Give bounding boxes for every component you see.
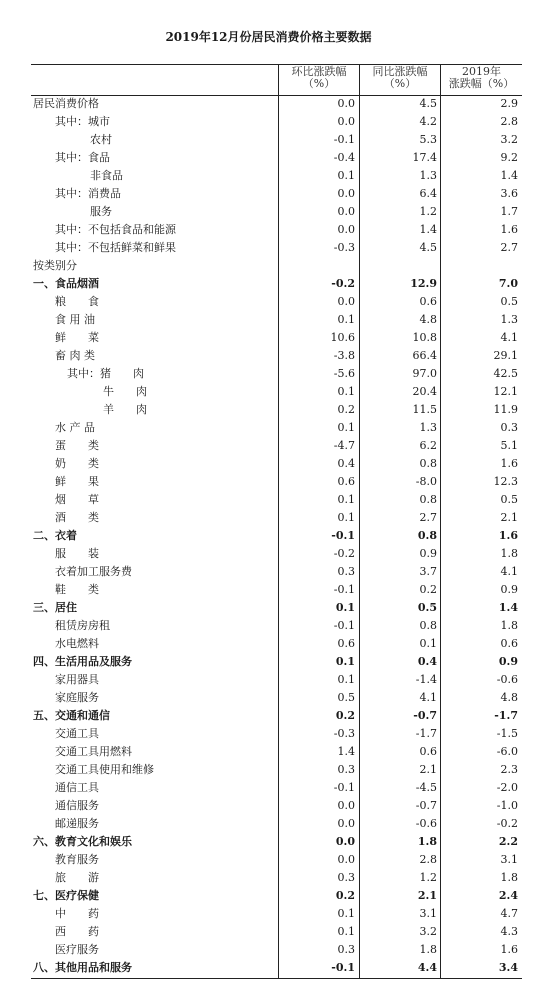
cell-ytd: 3.2 xyxy=(500,133,518,146)
cell-mom: -3.8 xyxy=(333,349,355,362)
cell-yoy: 2.1 xyxy=(419,763,437,776)
row-label: 蛋 类 xyxy=(55,439,99,452)
cell-ytd: 3.1 xyxy=(500,853,518,866)
cell-mom: 0.1 xyxy=(335,655,355,668)
table-row xyxy=(0,581,537,599)
row-label: 畜 肉 类 xyxy=(55,349,95,362)
row-label: 鲜 菜 xyxy=(55,331,99,344)
table-row xyxy=(0,941,537,959)
row-label: 西 药 xyxy=(55,925,99,938)
table-row xyxy=(0,401,537,419)
cell-mom: 0.0 xyxy=(337,853,355,866)
cell-mom: 0.3 xyxy=(337,763,355,776)
cell-ytd: 9.2 xyxy=(500,151,518,164)
table-row xyxy=(0,743,537,761)
cell-ytd: 1.6 xyxy=(498,529,518,542)
row-label: 中 药 xyxy=(55,907,99,920)
row-label: 二、衣着 xyxy=(33,529,77,542)
header-ytd-line1: 2019年 xyxy=(462,65,501,78)
cell-yoy: 0.4 xyxy=(417,655,437,668)
row-label: 烟 草 xyxy=(55,493,99,506)
cell-ytd: 2.2 xyxy=(498,835,518,848)
row-label: 通信工具 xyxy=(55,781,99,794)
table-row xyxy=(0,491,537,509)
cell-ytd: 5.1 xyxy=(500,439,518,452)
cell-yoy: -0.7 xyxy=(415,799,437,812)
cell-ytd: 4.1 xyxy=(500,331,518,344)
cell-yoy: 0.5 xyxy=(417,601,437,614)
cell-yoy: 17.4 xyxy=(412,151,437,164)
row-label: 服 装 xyxy=(55,547,99,560)
cell-yoy: 0.8 xyxy=(417,529,437,542)
table-row xyxy=(0,203,537,221)
cell-ytd: 1.8 xyxy=(500,619,518,632)
row-label: 五、交通和通信 xyxy=(33,709,110,722)
cell-yoy: 12.9 xyxy=(410,277,437,290)
table-row xyxy=(0,869,537,887)
row-label: 七、医疗保健 xyxy=(33,889,99,902)
cell-mom: 0.5 xyxy=(337,691,355,704)
cell-mom: -0.1 xyxy=(333,133,355,146)
cell-mom: 0.4 xyxy=(337,457,355,470)
row-label: 食 用 油 xyxy=(55,313,95,326)
cell-yoy: 3.2 xyxy=(419,925,437,938)
row-label: 旅 游 xyxy=(55,871,99,884)
cell-yoy: 3.1 xyxy=(419,907,437,920)
cell-mom: 0.0 xyxy=(337,799,355,812)
table-row xyxy=(0,653,537,671)
table-row xyxy=(0,347,537,365)
cell-yoy: 4.5 xyxy=(419,97,437,110)
cell-yoy: 1.8 xyxy=(417,835,437,848)
cell-yoy: 4.4 xyxy=(417,961,437,974)
data-table-body xyxy=(0,95,537,977)
cell-mom: -5.6 xyxy=(333,367,355,380)
table-row xyxy=(0,635,537,653)
cell-ytd: 11.9 xyxy=(493,403,518,416)
cell-ytd: 0.5 xyxy=(500,493,518,506)
table-row xyxy=(0,509,537,527)
cell-yoy: 0.6 xyxy=(419,745,437,758)
cell-ytd: 0.3 xyxy=(500,421,518,434)
cell-mom: -0.4 xyxy=(333,151,355,164)
cell-ytd: -0.6 xyxy=(496,673,518,686)
cell-mom: 0.2 xyxy=(337,403,355,416)
row-label: 家庭服务 xyxy=(55,691,99,704)
table-row xyxy=(0,329,537,347)
cell-yoy: 0.1 xyxy=(419,637,437,650)
cell-ytd: 4.3 xyxy=(500,925,518,938)
cell-mom: 0.1 xyxy=(337,511,355,524)
cell-yoy: 4.2 xyxy=(419,115,437,128)
cell-ytd: 2.9 xyxy=(500,97,518,110)
cell-mom: 0.1 xyxy=(335,601,355,614)
cell-ytd: 1.6 xyxy=(500,457,518,470)
header-ytd xyxy=(441,66,522,94)
table-row xyxy=(0,851,537,869)
cell-ytd: 3.4 xyxy=(498,961,518,974)
row-label: 其中：猪 肉 xyxy=(67,367,144,380)
cell-yoy: -8.0 xyxy=(415,475,437,488)
row-label: 交通工具用燃料 xyxy=(55,745,132,758)
row-label: 其中：不包括食品和能源 xyxy=(55,223,176,236)
table-row xyxy=(0,257,537,275)
cell-mom: -0.3 xyxy=(333,727,355,740)
row-label: 六、教育文化和娱乐 xyxy=(33,835,132,848)
cell-yoy: 4.5 xyxy=(419,241,437,254)
cell-yoy: 1.8 xyxy=(419,943,437,956)
row-label: 衣着加工服务费 xyxy=(55,565,132,578)
cell-mom: -0.2 xyxy=(333,547,355,560)
row-label: 非食品 xyxy=(90,169,123,182)
header-ytd-line2: 涨跌幅（%） xyxy=(448,77,515,90)
table-row xyxy=(0,455,537,473)
table-row xyxy=(0,887,537,905)
cell-yoy: 0.2 xyxy=(419,583,437,596)
cell-yoy: 0.8 xyxy=(419,493,437,506)
cell-mom: -0.1 xyxy=(333,619,355,632)
table-row xyxy=(0,473,537,491)
page-title: 2019年12月份居民消费价格主要数据 xyxy=(165,30,372,44)
cell-mom: -0.1 xyxy=(333,781,355,794)
cell-ytd: 12.3 xyxy=(493,475,518,488)
table-row xyxy=(0,185,537,203)
table-row xyxy=(0,149,537,167)
cell-mom: 0.3 xyxy=(337,871,355,884)
cell-ytd: 1.4 xyxy=(500,169,518,182)
cell-ytd: 0.9 xyxy=(500,583,518,596)
row-label: 服务 xyxy=(90,205,112,218)
table-row xyxy=(0,797,537,815)
table-row xyxy=(0,275,537,293)
row-label: 水电燃料 xyxy=(55,637,99,650)
row-label: 其中：消费品 xyxy=(55,187,121,200)
row-label: 羊 肉 xyxy=(103,403,147,416)
header-yoy xyxy=(360,66,440,94)
table-row xyxy=(0,725,537,743)
cell-yoy: 0.9 xyxy=(419,547,437,560)
table-row xyxy=(0,365,537,383)
cell-yoy: 6.4 xyxy=(419,187,437,200)
cell-mom: 0.0 xyxy=(337,97,355,110)
cell-mom: 0.6 xyxy=(337,475,355,488)
cell-ytd: 4.8 xyxy=(500,691,518,704)
table-row xyxy=(0,689,537,707)
row-label: 四、生活用品及服务 xyxy=(33,655,132,668)
cell-ytd: 1.7 xyxy=(500,205,518,218)
table-row xyxy=(0,545,537,563)
cell-ytd: 1.8 xyxy=(500,871,518,884)
row-label: 农村 xyxy=(90,133,112,146)
table-row xyxy=(0,815,537,833)
header-mom xyxy=(279,66,359,94)
table-row xyxy=(0,671,537,689)
table-row xyxy=(0,383,537,401)
row-label: 酒 类 xyxy=(55,511,99,524)
cell-yoy: 0.8 xyxy=(419,457,437,470)
cell-mom: 0.1 xyxy=(337,169,355,182)
cell-yoy: 0.8 xyxy=(419,619,437,632)
cell-ytd: 0.6 xyxy=(500,637,518,650)
cell-yoy: -1.4 xyxy=(415,673,437,686)
cell-ytd: -1.5 xyxy=(496,727,518,740)
cell-ytd: 1.4 xyxy=(498,601,518,614)
cell-mom: 0.1 xyxy=(337,925,355,938)
cell-ytd: -1.7 xyxy=(494,709,518,722)
row-label: 奶 类 xyxy=(55,457,99,470)
cell-yoy: 6.2 xyxy=(419,439,437,452)
cell-mom: 0.0 xyxy=(337,817,355,830)
cell-ytd: 3.6 xyxy=(500,187,518,200)
cell-mom: 0.1 xyxy=(337,493,355,506)
cell-mom: 0.0 xyxy=(337,187,355,200)
cell-yoy: 1.2 xyxy=(419,205,437,218)
header-mom-line2: （%） xyxy=(302,77,336,90)
row-label: 其中：不包括鲜菜和鲜果 xyxy=(55,241,176,254)
row-label: 一、食品烟酒 xyxy=(33,277,99,290)
cell-ytd: 2.8 xyxy=(500,115,518,128)
cell-ytd: 1.8 xyxy=(500,547,518,560)
cell-yoy: 2.7 xyxy=(419,511,437,524)
table-row xyxy=(0,527,537,545)
row-label: 水 产 品 xyxy=(55,421,95,434)
row-label: 鲜 果 xyxy=(55,475,99,488)
cell-mom: -0.1 xyxy=(331,961,355,974)
cell-yoy: 1.3 xyxy=(419,421,437,434)
table-row xyxy=(0,239,537,257)
cell-yoy: 2.8 xyxy=(419,853,437,866)
cell-ytd: 2.4 xyxy=(498,889,518,902)
table-row xyxy=(0,833,537,851)
cell-mom: 0.6 xyxy=(337,637,355,650)
row-label: 医疗服务 xyxy=(55,943,99,956)
table-row xyxy=(0,761,537,779)
cell-yoy: -1.7 xyxy=(415,727,437,740)
row-label: 居民消费价格 xyxy=(33,97,99,110)
table-row xyxy=(0,779,537,797)
table-row xyxy=(0,221,537,239)
table-row xyxy=(0,419,537,437)
cell-ytd: 2.7 xyxy=(500,241,518,254)
cell-ytd: 42.5 xyxy=(493,367,518,380)
cell-mom: 0.1 xyxy=(337,907,355,920)
cell-yoy: 1.2 xyxy=(419,871,437,884)
row-label: 鞋 类 xyxy=(55,583,99,596)
cell-ytd: 1.6 xyxy=(500,943,518,956)
cell-ytd: 0.9 xyxy=(498,655,518,668)
cell-mom: 0.3 xyxy=(337,565,355,578)
cell-yoy: 4.1 xyxy=(419,691,437,704)
cell-yoy: 1.3 xyxy=(419,169,437,182)
cell-yoy: 1.4 xyxy=(419,223,437,236)
row-label: 按类别分 xyxy=(33,259,77,272)
row-label: 交通工具 xyxy=(55,727,99,740)
header-mom-line1: 环比涨跌幅 xyxy=(291,65,347,78)
row-label: 其中：食品 xyxy=(55,151,110,164)
row-label: 八、其他用品和服务 xyxy=(33,961,132,974)
header-yoy-line2: （%） xyxy=(383,77,417,90)
cell-mom: -0.3 xyxy=(333,241,355,254)
cell-mom: 0.1 xyxy=(337,421,355,434)
table-row xyxy=(0,113,537,131)
cell-ytd: -0.2 xyxy=(496,817,518,830)
table-row xyxy=(0,923,537,941)
table-row xyxy=(0,959,537,977)
table-bottom-rule xyxy=(31,978,522,979)
cell-mom: 0.2 xyxy=(335,709,355,722)
cell-mom: 0.1 xyxy=(337,673,355,686)
cell-yoy: 10.8 xyxy=(412,331,437,344)
cell-yoy: -4.5 xyxy=(415,781,437,794)
table-row xyxy=(0,293,537,311)
row-label: 其中：城市 xyxy=(55,115,110,128)
cell-ytd: 2.1 xyxy=(500,511,518,524)
cell-mom: 0.1 xyxy=(337,385,355,398)
cell-mom: 0.0 xyxy=(337,295,355,308)
cell-mom: 0.1 xyxy=(337,313,355,326)
cell-yoy: 0.6 xyxy=(419,295,437,308)
table-row xyxy=(0,617,537,635)
cell-ytd: 0.5 xyxy=(500,295,518,308)
cell-yoy: 4.8 xyxy=(419,313,437,326)
cell-yoy: 5.3 xyxy=(419,133,437,146)
cell-ytd: 4.1 xyxy=(500,565,518,578)
row-label: 邮递服务 xyxy=(55,817,99,830)
table-row xyxy=(0,905,537,923)
cell-mom: -4.7 xyxy=(333,439,355,452)
cell-mom: 0.0 xyxy=(337,205,355,218)
cell-mom: -0.1 xyxy=(331,529,355,542)
cell-mom: 0.0 xyxy=(335,835,355,848)
cell-ytd: 7.0 xyxy=(498,277,518,290)
table-row xyxy=(0,599,537,617)
cell-ytd: 4.7 xyxy=(500,907,518,920)
cell-mom: 0.2 xyxy=(335,889,355,902)
cell-mom: -0.1 xyxy=(333,583,355,596)
cell-ytd: 1.3 xyxy=(500,313,518,326)
cell-mom: 0.3 xyxy=(337,943,355,956)
cell-yoy: 20.4 xyxy=(412,385,437,398)
cell-ytd: -1.0 xyxy=(496,799,518,812)
cell-ytd: -2.0 xyxy=(496,781,518,794)
cell-yoy: 2.1 xyxy=(417,889,437,902)
cell-ytd: 29.1 xyxy=(493,349,518,362)
row-label: 家用器具 xyxy=(55,673,99,686)
cell-mom: 0.0 xyxy=(337,223,355,236)
table-row xyxy=(0,131,537,149)
cell-yoy: 97.0 xyxy=(412,367,437,380)
table-row xyxy=(0,437,537,455)
table-row xyxy=(0,563,537,581)
cell-ytd: 12.1 xyxy=(493,385,518,398)
cell-mom: -0.2 xyxy=(331,277,355,290)
table-top-rule xyxy=(31,64,522,65)
cell-ytd: 1.6 xyxy=(500,223,518,236)
row-label: 三、居住 xyxy=(33,601,77,614)
row-label: 租赁房房租 xyxy=(55,619,110,632)
cell-ytd: 2.3 xyxy=(500,763,518,776)
table-row xyxy=(0,167,537,185)
header-yoy-line1: 同比涨跌幅 xyxy=(372,65,428,78)
cell-yoy: -0.7 xyxy=(413,709,437,722)
cell-mom: 10.6 xyxy=(330,331,355,344)
cell-mom: 1.4 xyxy=(337,745,355,758)
row-label: 交通工具使用和维修 xyxy=(55,763,154,776)
cell-yoy: 3.7 xyxy=(419,565,437,578)
cell-mom: 0.0 xyxy=(337,115,355,128)
cell-yoy: 11.5 xyxy=(412,403,437,416)
cell-yoy: 66.4 xyxy=(412,349,437,362)
table-row xyxy=(0,95,537,113)
row-label: 教育服务 xyxy=(55,853,99,866)
row-label: 牛 肉 xyxy=(103,385,147,398)
cell-ytd: -6.0 xyxy=(496,745,518,758)
cell-yoy: -0.6 xyxy=(415,817,437,830)
row-label: 通信服务 xyxy=(55,799,99,812)
row-label: 粮 食 xyxy=(55,295,99,308)
table-row xyxy=(0,707,537,725)
table-row xyxy=(0,311,537,329)
